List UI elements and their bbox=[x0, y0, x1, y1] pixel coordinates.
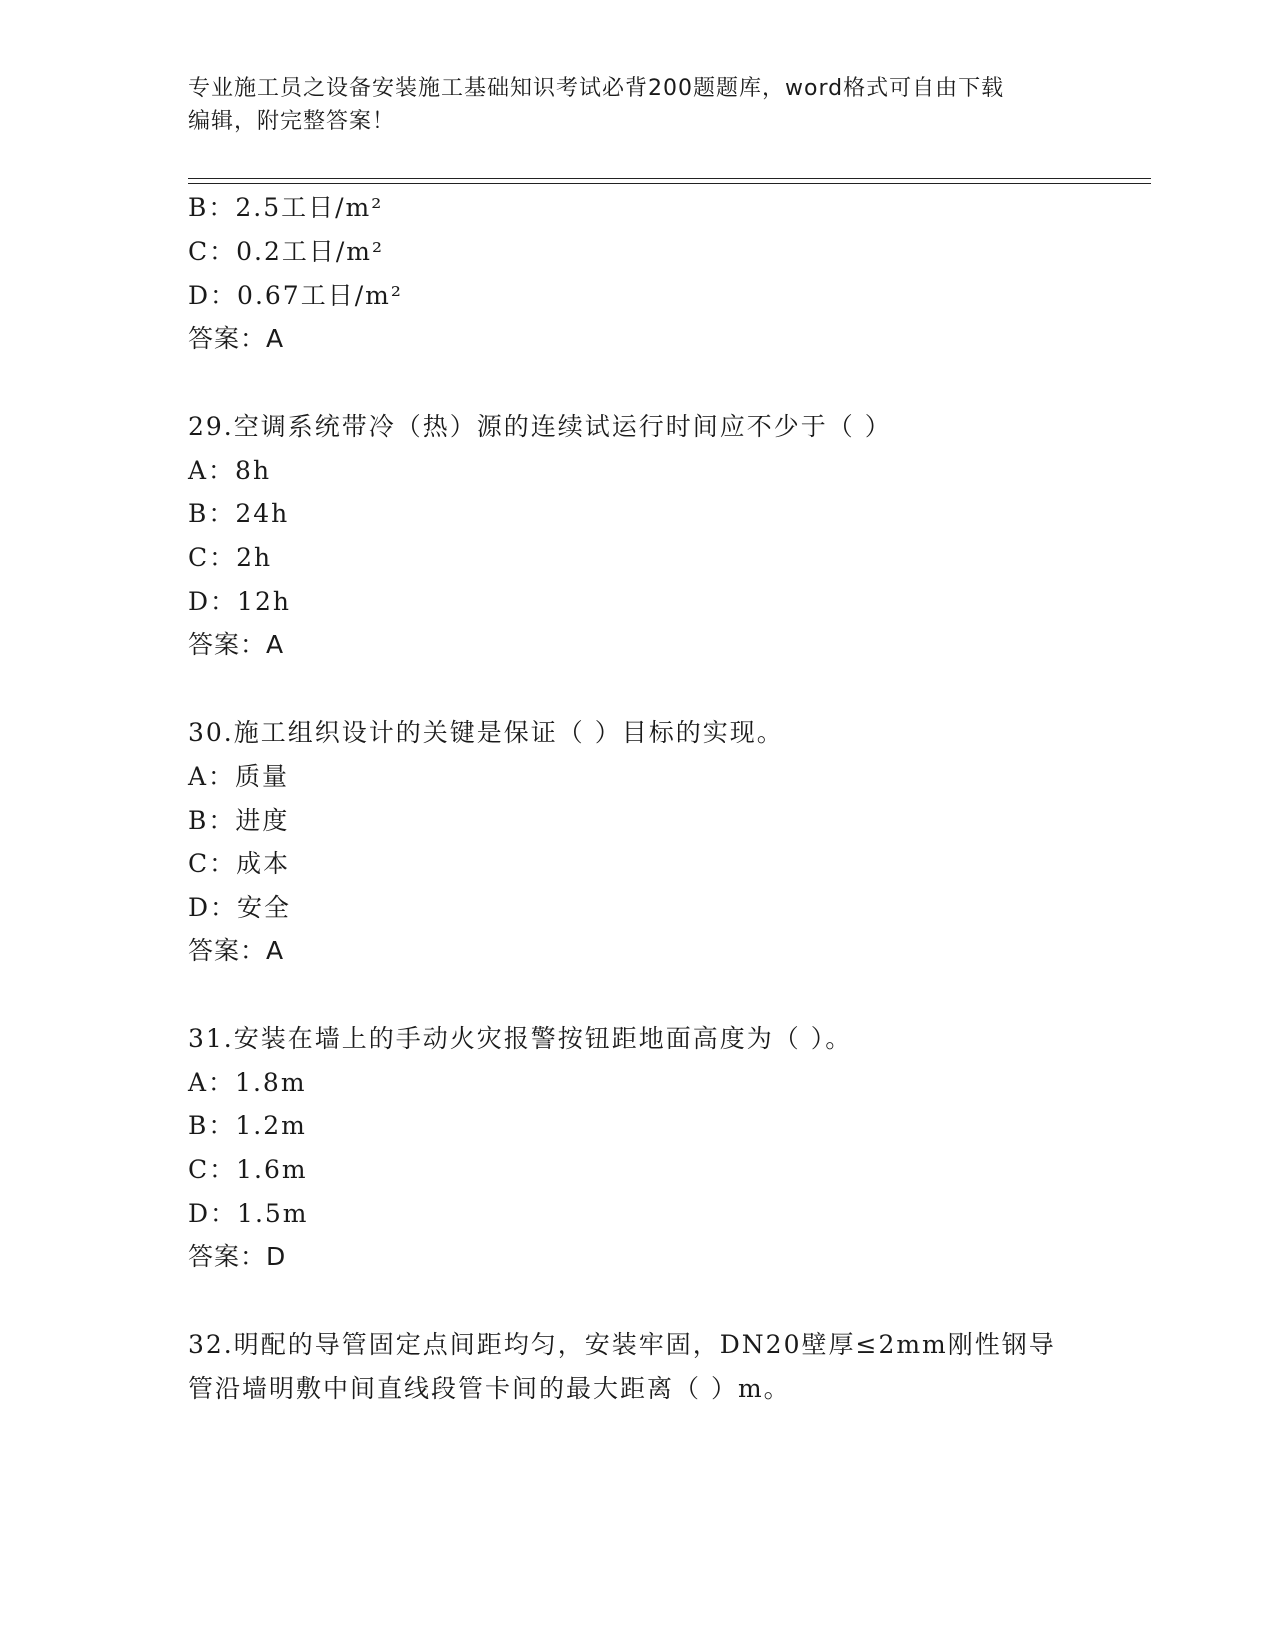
q30-option-d: D：安全 bbox=[188, 893, 292, 922]
q29-option-b: B：24h bbox=[188, 499, 290, 528]
q32-question-line-1: 32.明配的导管固定点间距均匀，安装牢固，DN20壁厚≤2mm刚性钢导 bbox=[188, 1330, 1056, 1359]
q29-question: 29.空调系统带冷（热）源的连续试运行时间应不少于（ ） bbox=[188, 412, 892, 441]
document-header bbox=[188, 72, 1088, 138]
q31-option-b: B：1.2m bbox=[188, 1111, 307, 1140]
header-line-2: 编辑，附完整答案！ bbox=[188, 109, 396, 134]
q28-answer: 答案：A bbox=[188, 324, 285, 353]
q31-question: 31.安装在墙上的手动火灾报警按钮距地面高度为（ ）。 bbox=[188, 1024, 853, 1053]
q28-option-b: B：2.5工日/m² bbox=[188, 193, 384, 222]
q32-question-line-2: 管沿墙明敷中间直线段管卡间的最大距离（ ）m。 bbox=[188, 1374, 791, 1403]
header-divider-bottom bbox=[188, 183, 1151, 184]
header-line-1: 专业施工员之设备安装施工基础知识考试必背200题题库，word格式可自由下载 bbox=[188, 76, 1005, 101]
q29-option-d: D：12h bbox=[188, 587, 291, 616]
q29-option-a: A：8h bbox=[188, 456, 272, 485]
q31-answer: 答案：D bbox=[188, 1242, 287, 1271]
header-divider-top bbox=[188, 178, 1151, 179]
q30-option-b: B：进度 bbox=[188, 806, 290, 835]
q29-option-c: C：2h bbox=[188, 543, 273, 572]
q28-option-d: D：0.67工日/m² bbox=[188, 281, 403, 310]
q29-answer: 答案：A bbox=[188, 630, 285, 659]
q30-question: 30.施工组织设计的关键是保证（ ）目标的实现。 bbox=[188, 718, 784, 747]
q30-option-a: A：质量 bbox=[188, 762, 290, 791]
q28-option-c: C：0.2工日/m² bbox=[188, 237, 385, 266]
q31-option-d: D：1.5m bbox=[188, 1199, 309, 1228]
q30-answer: 答案：A bbox=[188, 936, 285, 965]
q31-option-c: C：1.6m bbox=[188, 1155, 308, 1184]
q31-option-a: A：1.8m bbox=[188, 1068, 307, 1097]
q30-option-c: C：成本 bbox=[188, 849, 291, 878]
